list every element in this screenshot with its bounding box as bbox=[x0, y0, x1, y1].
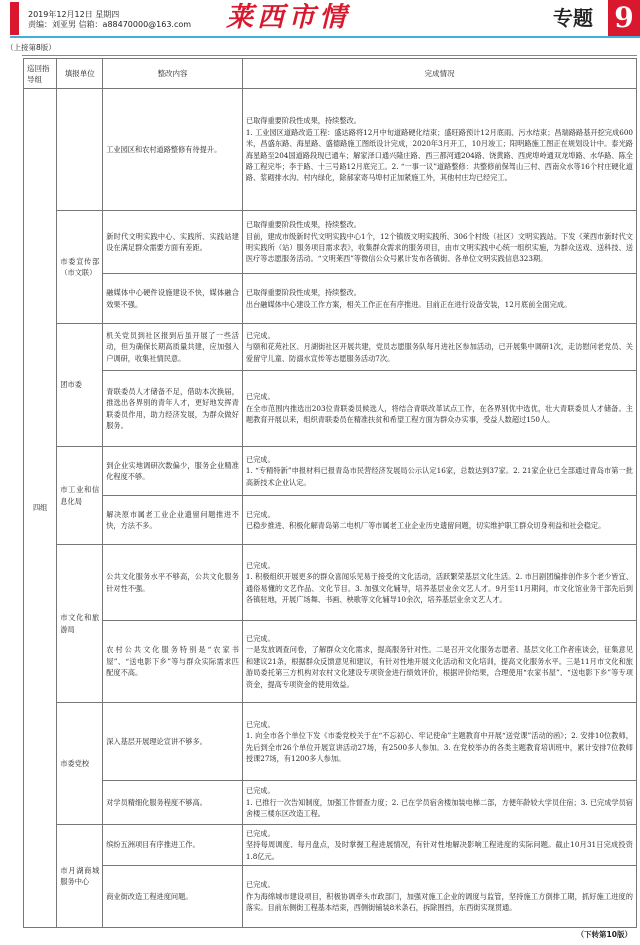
status-text: 已完成。 bbox=[245, 719, 275, 729]
unit-cell bbox=[57, 89, 103, 211]
masthead bbox=[0, 0, 640, 36]
status-text: 已取得重要阶段性成果，持续整改。 bbox=[245, 116, 361, 126]
table-row bbox=[24, 825, 637, 866]
masthead-accent-bar bbox=[10, 2, 19, 35]
result-cell bbox=[242, 545, 636, 621]
newspaper-logo: 莱西市情 bbox=[226, 2, 350, 33]
unit-cell: 市工业和信息化局 bbox=[57, 447, 103, 545]
header-issue: 整改内容 bbox=[103, 59, 243, 89]
status-text: 已完成。 bbox=[245, 633, 275, 643]
result-cell bbox=[242, 866, 636, 928]
status-text: 已取得重要阶段性成果，持续整改。 bbox=[245, 288, 361, 298]
issue-cell: 解决原市属老工业企业遗留问题推进不快，方法不多。 bbox=[103, 496, 243, 545]
unit-cell: 市文化和旅游局 bbox=[57, 545, 103, 703]
issue-cell: 工业园区和农村道路整修有待提升。 bbox=[103, 89, 243, 211]
result-detail: 1. “专精特新”申报材料已报青岛市民营经济发展局公示认定16家，总数达到37家。2. 21家企业已全部通过青岛市第一批高新技术企业认定。 bbox=[245, 466, 633, 487]
divider bbox=[22, 55, 637, 56]
header-unit: 填报单位 bbox=[57, 59, 103, 89]
unit-cell: 团市委 bbox=[57, 324, 103, 447]
result-detail: 坚持每周调度、每月盘点，及时掌握工程进展情况，有针对性地解决影响工程进度的实际问题。截止10月31日完成投资1.8亿元。 bbox=[245, 840, 633, 861]
result-detail: 出台融媒体中心建设工作方案，相关工作正在有序推进。目前正在进行设备安装，12月底前全面完成。 bbox=[245, 299, 572, 309]
table-row bbox=[24, 371, 637, 447]
page-number-badge: 9 bbox=[608, 0, 640, 36]
issue-cell: 机关党员到社区报到后虽开展了一些活动，但为确保长期高质量共建，应加强入户调研，收集社情民意。 bbox=[103, 324, 243, 371]
result-detail: 在全市范围内推选出203位青联委员候选人，将结合青联改革试点工作，在各界别优中选优，壮大青联委员人才储备。主题教育开展以来，组织青联委员在精准扶贫和希望工程方面为群众办实事，受益人数超过150人。 bbox=[245, 403, 633, 425]
continued-from-note: （上接第8版） bbox=[6, 43, 56, 52]
status-text: 已完成。 bbox=[245, 330, 275, 340]
issue-cell: 农村公共文化服务特别是“农家书屋”、“送电影下乡”等与群众实际需求匹配度不高。 bbox=[103, 621, 243, 703]
result-detail: 1. 积极组织开展更多的群众喜闻乐见易于接受的文化活动，活跃繁荣基层文化生活。2. 市吕剧团编排创作多个老少皆宜、通俗易懂的文艺作品、文化节目。3. 加强文化辅导，培养基层业余文艺人才。9月至11月期间，市文化馆业务干部先后到各镇驻地，开展广场舞、书画、秧歌等文化辅导10余次，培养基层业余文艺人才。 bbox=[245, 572, 633, 604]
section-title: 专题 bbox=[553, 6, 593, 30]
result-cell bbox=[242, 447, 636, 496]
table-row bbox=[24, 866, 637, 928]
status-text: 已完成。 bbox=[245, 560, 275, 570]
result-cell bbox=[242, 781, 636, 825]
table-row bbox=[24, 621, 637, 703]
result-cell bbox=[242, 324, 636, 371]
table-row bbox=[24, 545, 637, 621]
result-cell bbox=[242, 703, 636, 781]
issue-cell: 商业街改造工程进度问题。 bbox=[103, 866, 243, 928]
table-row bbox=[24, 496, 637, 545]
masthead-meta bbox=[28, 10, 191, 30]
table-row bbox=[24, 703, 637, 781]
continued-to-note: （下转第10版） bbox=[576, 930, 632, 939]
result-cell bbox=[242, 825, 636, 866]
result-detail: 1. 向全市各个单位下发《市委党校关于在“不忘初心、牢记使命”主题教育中开展“送党课”活动的函》；2. 安排10位教师，先后到全市26个单位开展宣讲活动27场，有2500多人参加。3. 在党校举办的各类主题教育培训班中，累计安排7位教师授课27场，有1200多人参加。 bbox=[245, 731, 633, 763]
result-cell bbox=[242, 89, 636, 211]
status-text: 已完成。 bbox=[245, 454, 275, 464]
status-text: 已完成。 bbox=[245, 828, 275, 838]
unit-cell: 市委宣传部（市文联） bbox=[57, 211, 103, 324]
result-detail: 作为海绵城市建设项目，积极协调牵头市政部门，加强对施工企业的调度与监管，坚持施工方倒排工期，抓好施工进度的落实。目前东侧街工程基本结束，西侧街铺装8米条石，拆除围挡，东西街实现贯通。 bbox=[245, 891, 633, 913]
editor-contact: 责编：刘亚男 信箱：a88470000@163.com bbox=[28, 20, 192, 29]
result-detail: 目前，建成市级新时代文明实践中心1个，12个镇级文明实践所、306个村级（社区）文明实践站。下发《莱西市新时代文明实践所（站）服务项目需求表》，收集群众需求的服务项目，由市文明实践中心统一组织实施，为群众送戏、送科技、送医疗等志愿服务活动。“文明莱西”等微信公众号累计发布各镇街、各单位文明实践信息323期。 bbox=[245, 231, 633, 264]
result-detail: 一是发放调查问卷，了解群众文化需求，提高服务针对性。二是召开文化服务志愿者、基层文化工作者座谈会，征集意见和建议21条，根据群众反馈意见和建议，有针对性地开展文化活动和文化培训，提高文化服务水平。三是11月市文化和旅游局委托第三方机构对农村文化建设专项资金进行绩效评价，根据评价结果，合理使用“农家书屋”、“送电影下乡”等专项资金，提高专项资金的使用效益。 bbox=[245, 645, 633, 689]
issue-cell: 到企业实地调研次数偏少，服务企业精准化程度不够。 bbox=[103, 447, 243, 496]
issue-cell: 深入基层开展理论宣讲不够多。 bbox=[103, 703, 243, 781]
status-text: 已完成。 bbox=[245, 880, 275, 890]
rectification-table bbox=[23, 58, 637, 928]
status-text: 已完成。 bbox=[245, 509, 275, 519]
table-row bbox=[24, 324, 637, 371]
result-detail: 与颐和花苑社区、月湖街社区开展共建，党员志愿服务队每月进社区参加活动，已开展集中调研1次，走访慰问老党员、关爱留守儿童、防溺水宣传等志愿服务活动7次。 bbox=[245, 342, 633, 363]
table-row bbox=[24, 89, 637, 211]
table-row bbox=[24, 274, 637, 324]
issue-cell: 青联委员人才储备不足，借助本次换届，推选出各界别的青年人才，更好地发挥青联委员作用，助力经济发展，为群众做好服务。 bbox=[103, 371, 243, 447]
result-cell bbox=[242, 274, 636, 324]
issue-cell: 对学员精细化服务程度不够高。 bbox=[103, 781, 243, 825]
issue-cell: 新时代文明实践中心、实践所、实践站建设在满足群众需要方面有差距。 bbox=[103, 211, 243, 274]
status-text: 已完成。 bbox=[245, 392, 275, 402]
header-group: 巡回指导组 bbox=[24, 59, 57, 89]
result-cell bbox=[242, 496, 636, 545]
unit-cell: 市委党校 bbox=[57, 703, 103, 825]
issue-cell: 公共文化服务水平不够高，公共文化服务针对性不强。 bbox=[103, 545, 243, 621]
status-text: 已取得重要阶段性成果，持续整改。 bbox=[245, 220, 361, 230]
table-row bbox=[24, 211, 637, 274]
issue-cell: 融媒体中心硬件设施建设不快，媒体融合效果不强。 bbox=[103, 274, 243, 324]
header-result: 完成情况 bbox=[242, 59, 636, 89]
result-cell bbox=[242, 211, 636, 274]
result-detail: 1. 已推行一次告知制度，加强工作督查力度；2. 已在学员宿舍楼加装电梯二部，方便年龄较大学员住宿；3. 已完成学员宿舍楼三楼东区改造工程。 bbox=[245, 797, 633, 819]
status-text: 已完成。 bbox=[245, 786, 275, 796]
table-row bbox=[24, 447, 637, 496]
result-cell bbox=[242, 621, 636, 703]
issue-date: 2019年12月12日 星期四 bbox=[28, 10, 120, 19]
result-detail: 1. 工业园区道路改造工程：盛达路将12月中旬道路硬化结束；盛旺路预计12月底雨、污水结束；昌瑞路路基开挖完成600米，昌盛东路、海星路、盛德路施工图纸设计完成，2020年3月开工，10月竣工；阳明路施工图正在规划设计中。泰光路海星路至204国道路段现已通车；解家泽口通兴隆庄路、西三都河通204路、饶黄路、西虎埠岭通双龙埠路、水华路、陈全路工程完毕；李于路、十三号路12月底完工。2. “一事一议”道路整修：共整修前保驾山三村、西南众水等16个村庄硬化道路、浆砌排水沟、村内绿化，除郝家寄马埠村正加紧施工外，其他村庄均已经完工。 bbox=[245, 127, 633, 183]
result-detail: 已稳步推进、积极化解青岛第二电机厂等市属老工业企业历史遗留问题，切实维护职工群众切身利益和社会稳定。 bbox=[245, 521, 606, 530]
unit-cell: 市月湖商城服务中心 bbox=[57, 825, 103, 928]
result-cell bbox=[242, 371, 636, 447]
table-header-row bbox=[24, 59, 637, 89]
issue-cell: 缤纷五洲项目有序推进工作。 bbox=[103, 825, 243, 866]
table-row bbox=[24, 781, 637, 825]
masthead-rule bbox=[10, 36, 640, 38]
group-cell: 四组 bbox=[24, 89, 57, 928]
